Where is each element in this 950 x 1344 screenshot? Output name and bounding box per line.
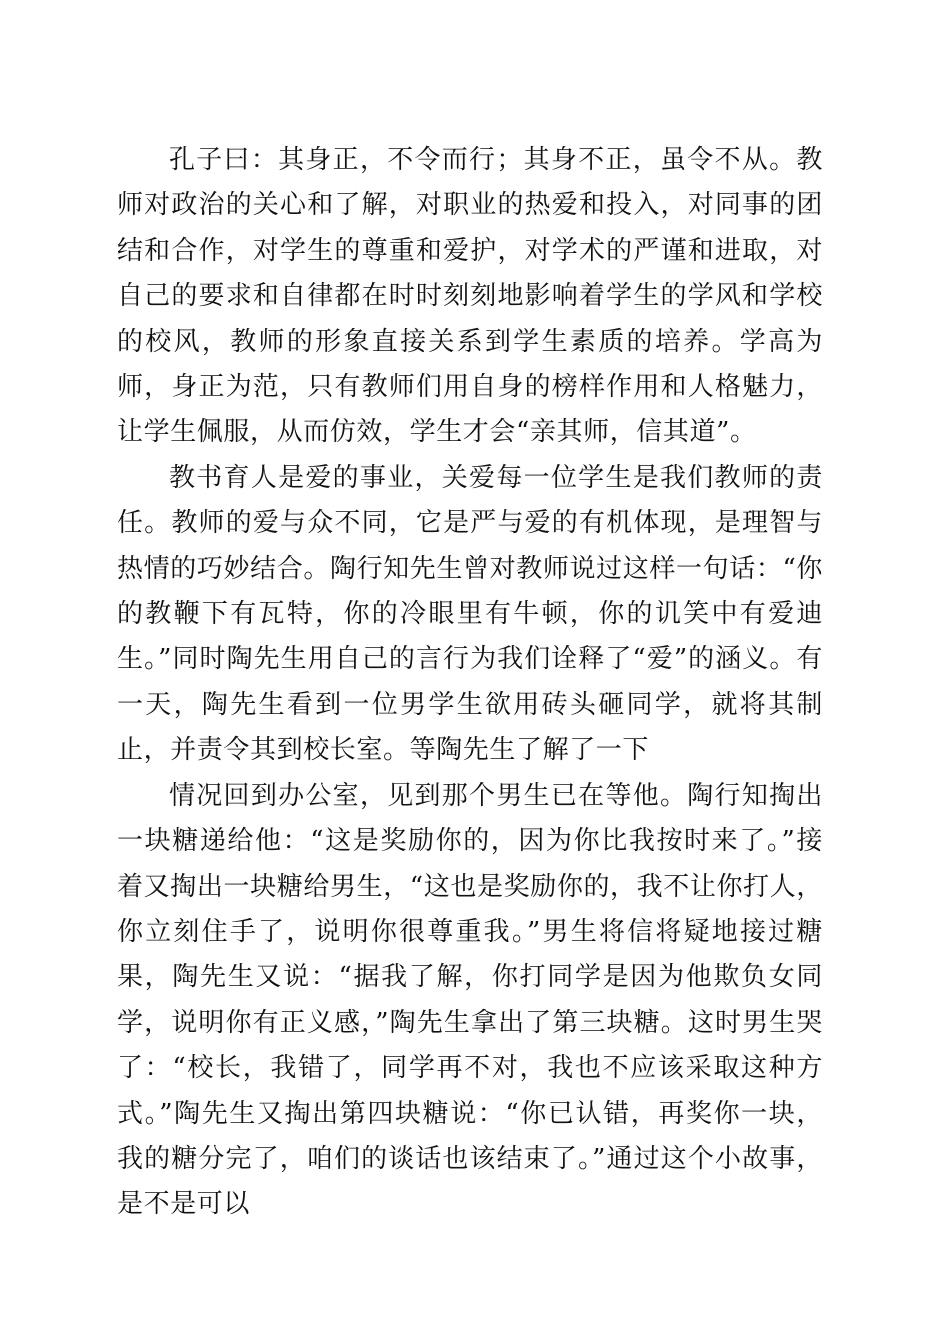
paragraph-tao-xingzhi-candy-story: 情况回到办公室，见到那个男生已在等他。陶行知掏出一块糖递给他：“这是奖励你的，因为你比我按时来了。”接着又掏出一块糖给男生，“这也是奖励你的，我不让你打人，你立刻住手了，说明你很尊重我。”男生将信将疑地接过糖果，陶先生又说：“据我了解，你打同学是因为他欺负女同学，说明你有正义感，”陶先生拿出了第三块糖。这时男生哭了：“校长，我错了，同学再不对，我也不应该采取这种方式。”陶先生又掏出第四块糖说：“你已认错，再奖你一块，我的糖分完了，咱们的谈话也该结束了。”通过这个小故事，是不是可以 [117,780,823,1220]
paragraph-love-education: 教书育人是爱的事业，关爱每一位学生是我们教师的责任。教师的爱与众不同，它是严与爱的有机体现，是理智与热情的巧妙结合。陶行知先生曾对教师说过这样一句话：“你的教鞭下有瓦特，你的冷眼里有牛顿，你的讥笑中有爱迪生。”同时陶先生用自己的言行为我们诠释了“爱”的涵义。有一天，陶先生看到一位男学生欲用砖头砸同学，就将其制止，并责令其到校长室。等陶先生了解了一下 [117,462,823,766]
paragraph-confucius-teacher-example: 孔子曰：其身正，不令而行；其身不正，虽令不从。教师对政治的关心和了解，对职业的热爱和投入，对同事的团结和合作，对学生的尊重和爱护，对学术的严谨和进取，对自己的要求和自律都在时时刻刻地影响着学生的学风和学校的校风，教师的形象直接关系到学生素质的培养。学高为师，身正为范，只有教师们用自身的榜样作用和人格魅力，让学生佩服，从而仿效，学生才会“亲其师，信其道”。 [117,145,823,448]
document-body [117,138,823,1228]
